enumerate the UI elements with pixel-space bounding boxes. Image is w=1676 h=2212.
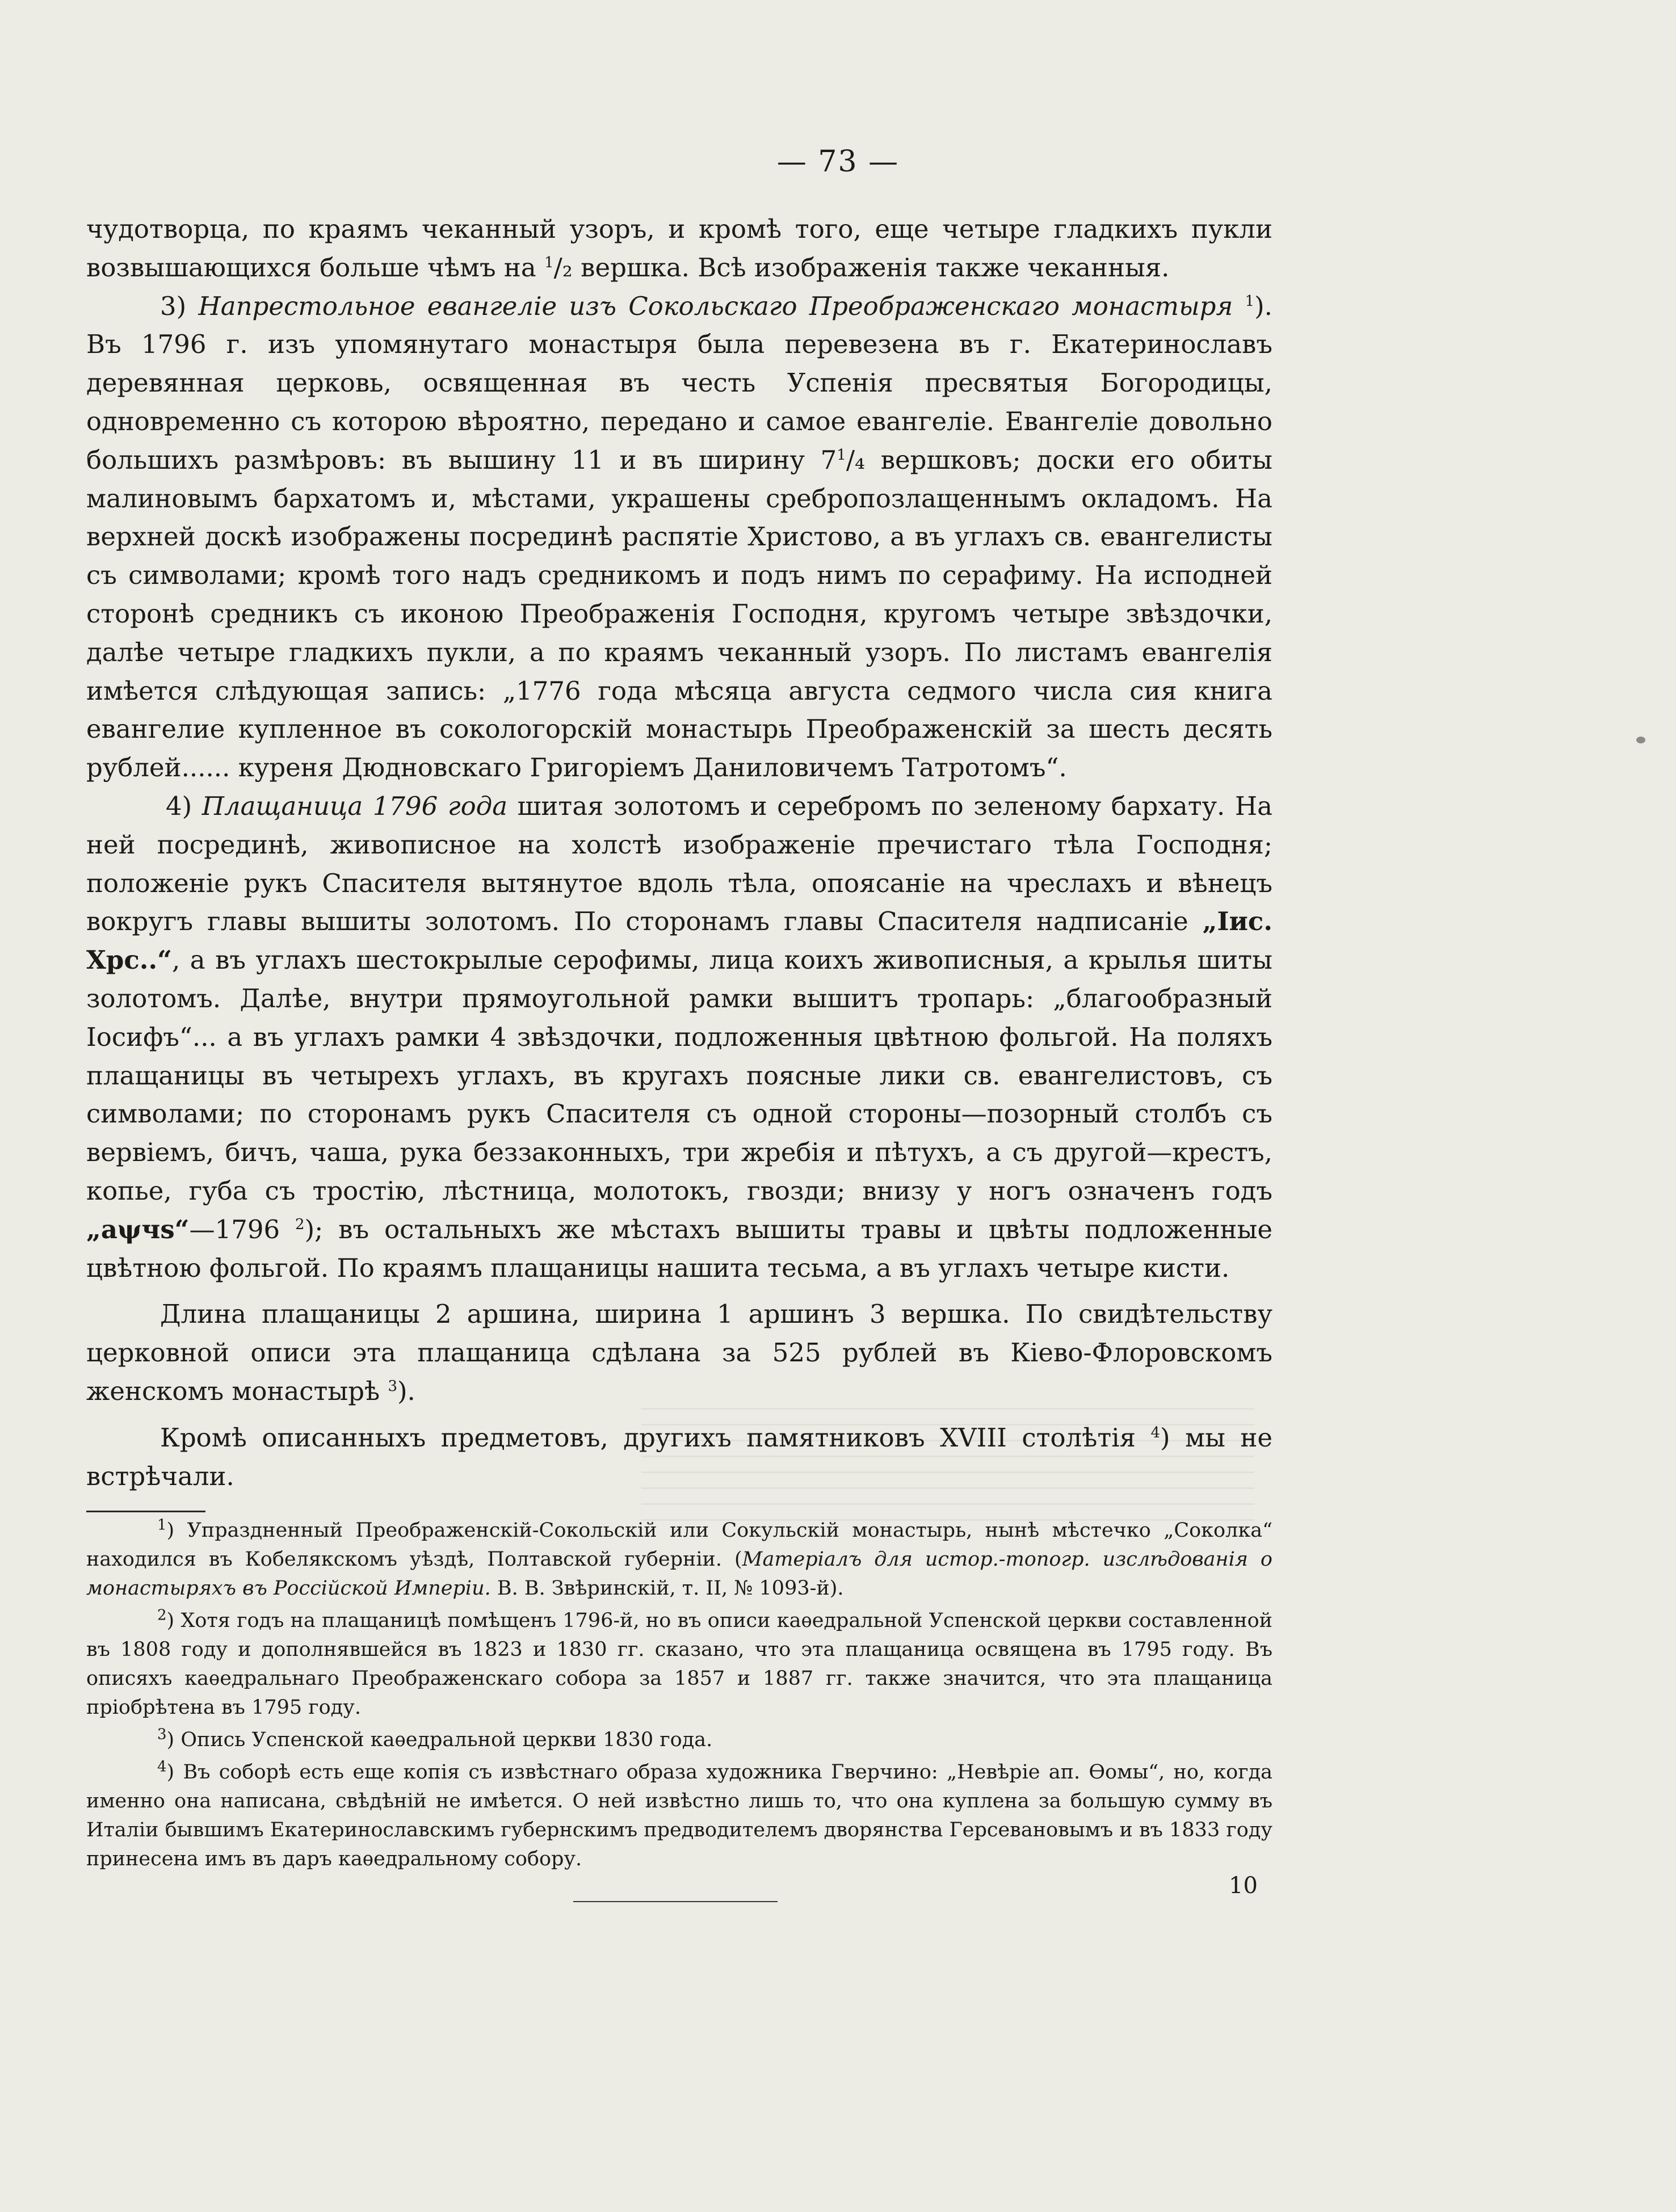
text-run: 4) — [166, 790, 202, 821]
italic-title: Напрестольное евангеліе изъ Сокольскаго Преображенскаго монастыря — [198, 291, 1233, 321]
footnote-marker: 2 — [295, 1216, 305, 1233]
italic-title: Матеріалъ для истор.-топогр. изслѣдованія о монастыряхъ въ Россійской Имперіи. — [86, 1548, 1272, 1600]
text-run: чудотворца, по краямъ чеканный узоръ, и кромѣ того, еще четыре гладкихъ пукли возвышающихся больше чѣмъ на — [86, 214, 1272, 283]
text-run: ) Хотя годъ на плащаницѣ помѣщенъ 1796-й, но въ описи каѳедральной Успенской церкви составленной въ 1808 году и дополнявшейся въ 1823 и 1830 гг. сказано, что эта плащаница освящена въ 1795 году. Въ описяхъ каѳедральнаго Преображенскаго собора за 1857 и 1887 гг. также значится, что эта плащаница пріобрѣтена въ 1795 году. — [86, 1609, 1272, 1719]
footnote-marker: 1 — [544, 254, 554, 271]
text-run: шитая золотомъ и серебромъ по зеленому бархату. На ней посрединѣ, живописное на холстѣ изображеніе пречистаго тѣла Господня; положеніе рукъ Спасителя вытянутое вдоль тѣла, опоясаніе на чреслахъ и вѣнецъ вокругъ главы вышиты золотомъ. По сторонамъ главы Спасителя надписаніе — [86, 790, 1272, 937]
footnote-1 — [86, 1516, 1272, 1603]
church-slavonic-text: „аψчѕ“ — [86, 1214, 190, 1244]
text-run: /₂ вершка. Всѣ изображенія также чеканныя. — [553, 252, 1170, 283]
paragraph-conclusion — [86, 1419, 1272, 1496]
text-run: ) Упраздненный Преображенскій-Сокольскій или Сокульскій монастырь, нынѣ мѣстечко „Соколка“ находился въ Кобелякскомъ уѣздѣ, Полтавской губерніи. ( — [86, 1519, 1272, 1571]
main-text — [86, 210, 1272, 1495]
text-run: В. В. Звѣринскій, т. II, № 1093-й). — [490, 1577, 844, 1600]
text-run: Длина плащаницы 2 аршина, ширина 1 аршинъ 3 вершка. По свидѣтельству церковной описи эта плащаница сдѣлана за 525 рублей въ Кіево-Флоровскомъ женскомъ монастырѣ — [86, 1299, 1272, 1406]
text-run: 3) — [160, 291, 199, 321]
text-run: —1796 — [189, 1214, 296, 1244]
printer-signature-mark: 10 — [1229, 1873, 1258, 1899]
footnotes — [86, 1516, 1272, 1877]
text-run: ); въ остальныхъ же мѣстахъ вышиты травы и цвѣты подложенные цвѣтною фольгой. По краямъ плащаницы нашита тесьма, а въ углахъ четыре кисти. — [86, 1214, 1272, 1283]
footnote-marker: 4 — [157, 1758, 167, 1776]
text-run: ) Въ соборѣ есть еще копія съ извѣстнаго образа художника Гверчино: „Невѣріе ап. Ѳомы“, но, когда именно она написана, свѣдѣній не имѣется. О ней извѣстно лишь то, что она куплена за большую сумму въ Италіи бывшимъ Екатеринославскимъ губернскимъ предводителемъ дворянства Герсевановымъ и въ 1833 году принесена имъ въ даръ каѳедральному собору. — [86, 1761, 1272, 1870]
footnote-marker: 4 — [1150, 1424, 1161, 1441]
footnote-4 — [86, 1758, 1272, 1874]
text-run: ) Опись Успенской каѳедральной церкви 1830 года. — [166, 1729, 713, 1751]
text-run: ). — [397, 1376, 415, 1406]
paragraph-gospel — [86, 287, 1272, 787]
paragraph-shroud — [86, 787, 1272, 1287]
italic-title: Плащаница 1796 года — [201, 790, 508, 821]
church-slavonic-text: „Іис. Хрс..“ — [86, 906, 1272, 975]
footnote-3 — [86, 1726, 1272, 1755]
footnote-marker: 3 — [388, 1377, 397, 1395]
paragraph-continuation — [86, 210, 1272, 287]
footnote-marker: 1 — [1245, 292, 1255, 310]
footnote-marker: 1 — [157, 1516, 167, 1534]
footnote-marker: 2 — [157, 1607, 167, 1624]
footnote-2 — [86, 1607, 1272, 1722]
footnote-marker: 3 — [157, 1726, 167, 1743]
text-run — [1233, 291, 1245, 321]
text-run: , а въ углахъ шестокрылые серофимы, лица коихъ живописныя, а крылья шиты золотомъ. Далѣе, внутри прямоугольной рамки вышитъ тропарь: „благообразный Іосифъ“... а въ углахъ рамки 4 звѣздочки, подложенныя цвѣтною фольгой. На поляхъ плащаницы въ четырехъ углахъ, въ кругахъ поясные лики св. евангелистовъ, съ символами; по сторонамъ рукъ Спасителя съ одной стороны—позорный столбъ съ вервіемъ, бичъ, чаша, рука беззаконныхъ, три жребія и пѣтухъ, а съ другой—крестъ, копье, губа съ тростію, лѣстница, молотокъ, гвозди; внизу у ногъ означенъ годъ — [86, 945, 1272, 1206]
text-run: ). Въ 1796 г. изъ упомянутаго монастыря была перевезена въ г. Екатеринославъ деревянная церковь, освященная въ честь Успенія пресвятыя Богородицы, одновременно съ которою вѣроятно, передано и самое евангеліе. Евангеліе довольно большихъ размѣровъ: въ вышину 11 и въ ширину 7 — [86, 291, 1272, 475]
text-run: /₄ вершковъ; доски его обиты малиновымъ бархатомъ и, мѣстами, украшены сребропозлащеннымъ окладомъ. На верхней доскѣ изображены посрединѣ распятіе Христово, а въ углахъ св. евангелисты съ символами; кромѣ того надъ средникомъ и подъ нимъ по серафиму. На исподней сторонѣ средникъ съ иконою Преображенія Господня, кругомъ четыре звѣздочки, далѣе четыре гладкихъ пукли, а по краямъ чеканный узоръ. По листамъ евангелія имѣется слѣдующая запись: „1776 года мѣсяца августа седмого числа сия книга евангелие купленное въ сокологорскій монастырь Преображенскій за шесть десять рублей...... куреня Дюдновскаго Григоріемъ Даниловичемъ Татротомъ“. — [86, 444, 1272, 783]
paragraph-shroud-size — [86, 1295, 1272, 1410]
text-run: Кромѣ описанныхъ предметовъ, другихъ памятниковъ XVIII столѣтія — [160, 1422, 1151, 1453]
footnote-marker: 1 — [837, 446, 846, 464]
footnote-separator — [86, 1511, 205, 1512]
text-run: ) мы не встрѣчали. — [86, 1422, 1272, 1491]
paper-speck — [1636, 737, 1645, 743]
closing-rule — [573, 1901, 778, 1902]
page-number: — 73 — — [776, 145, 900, 179]
